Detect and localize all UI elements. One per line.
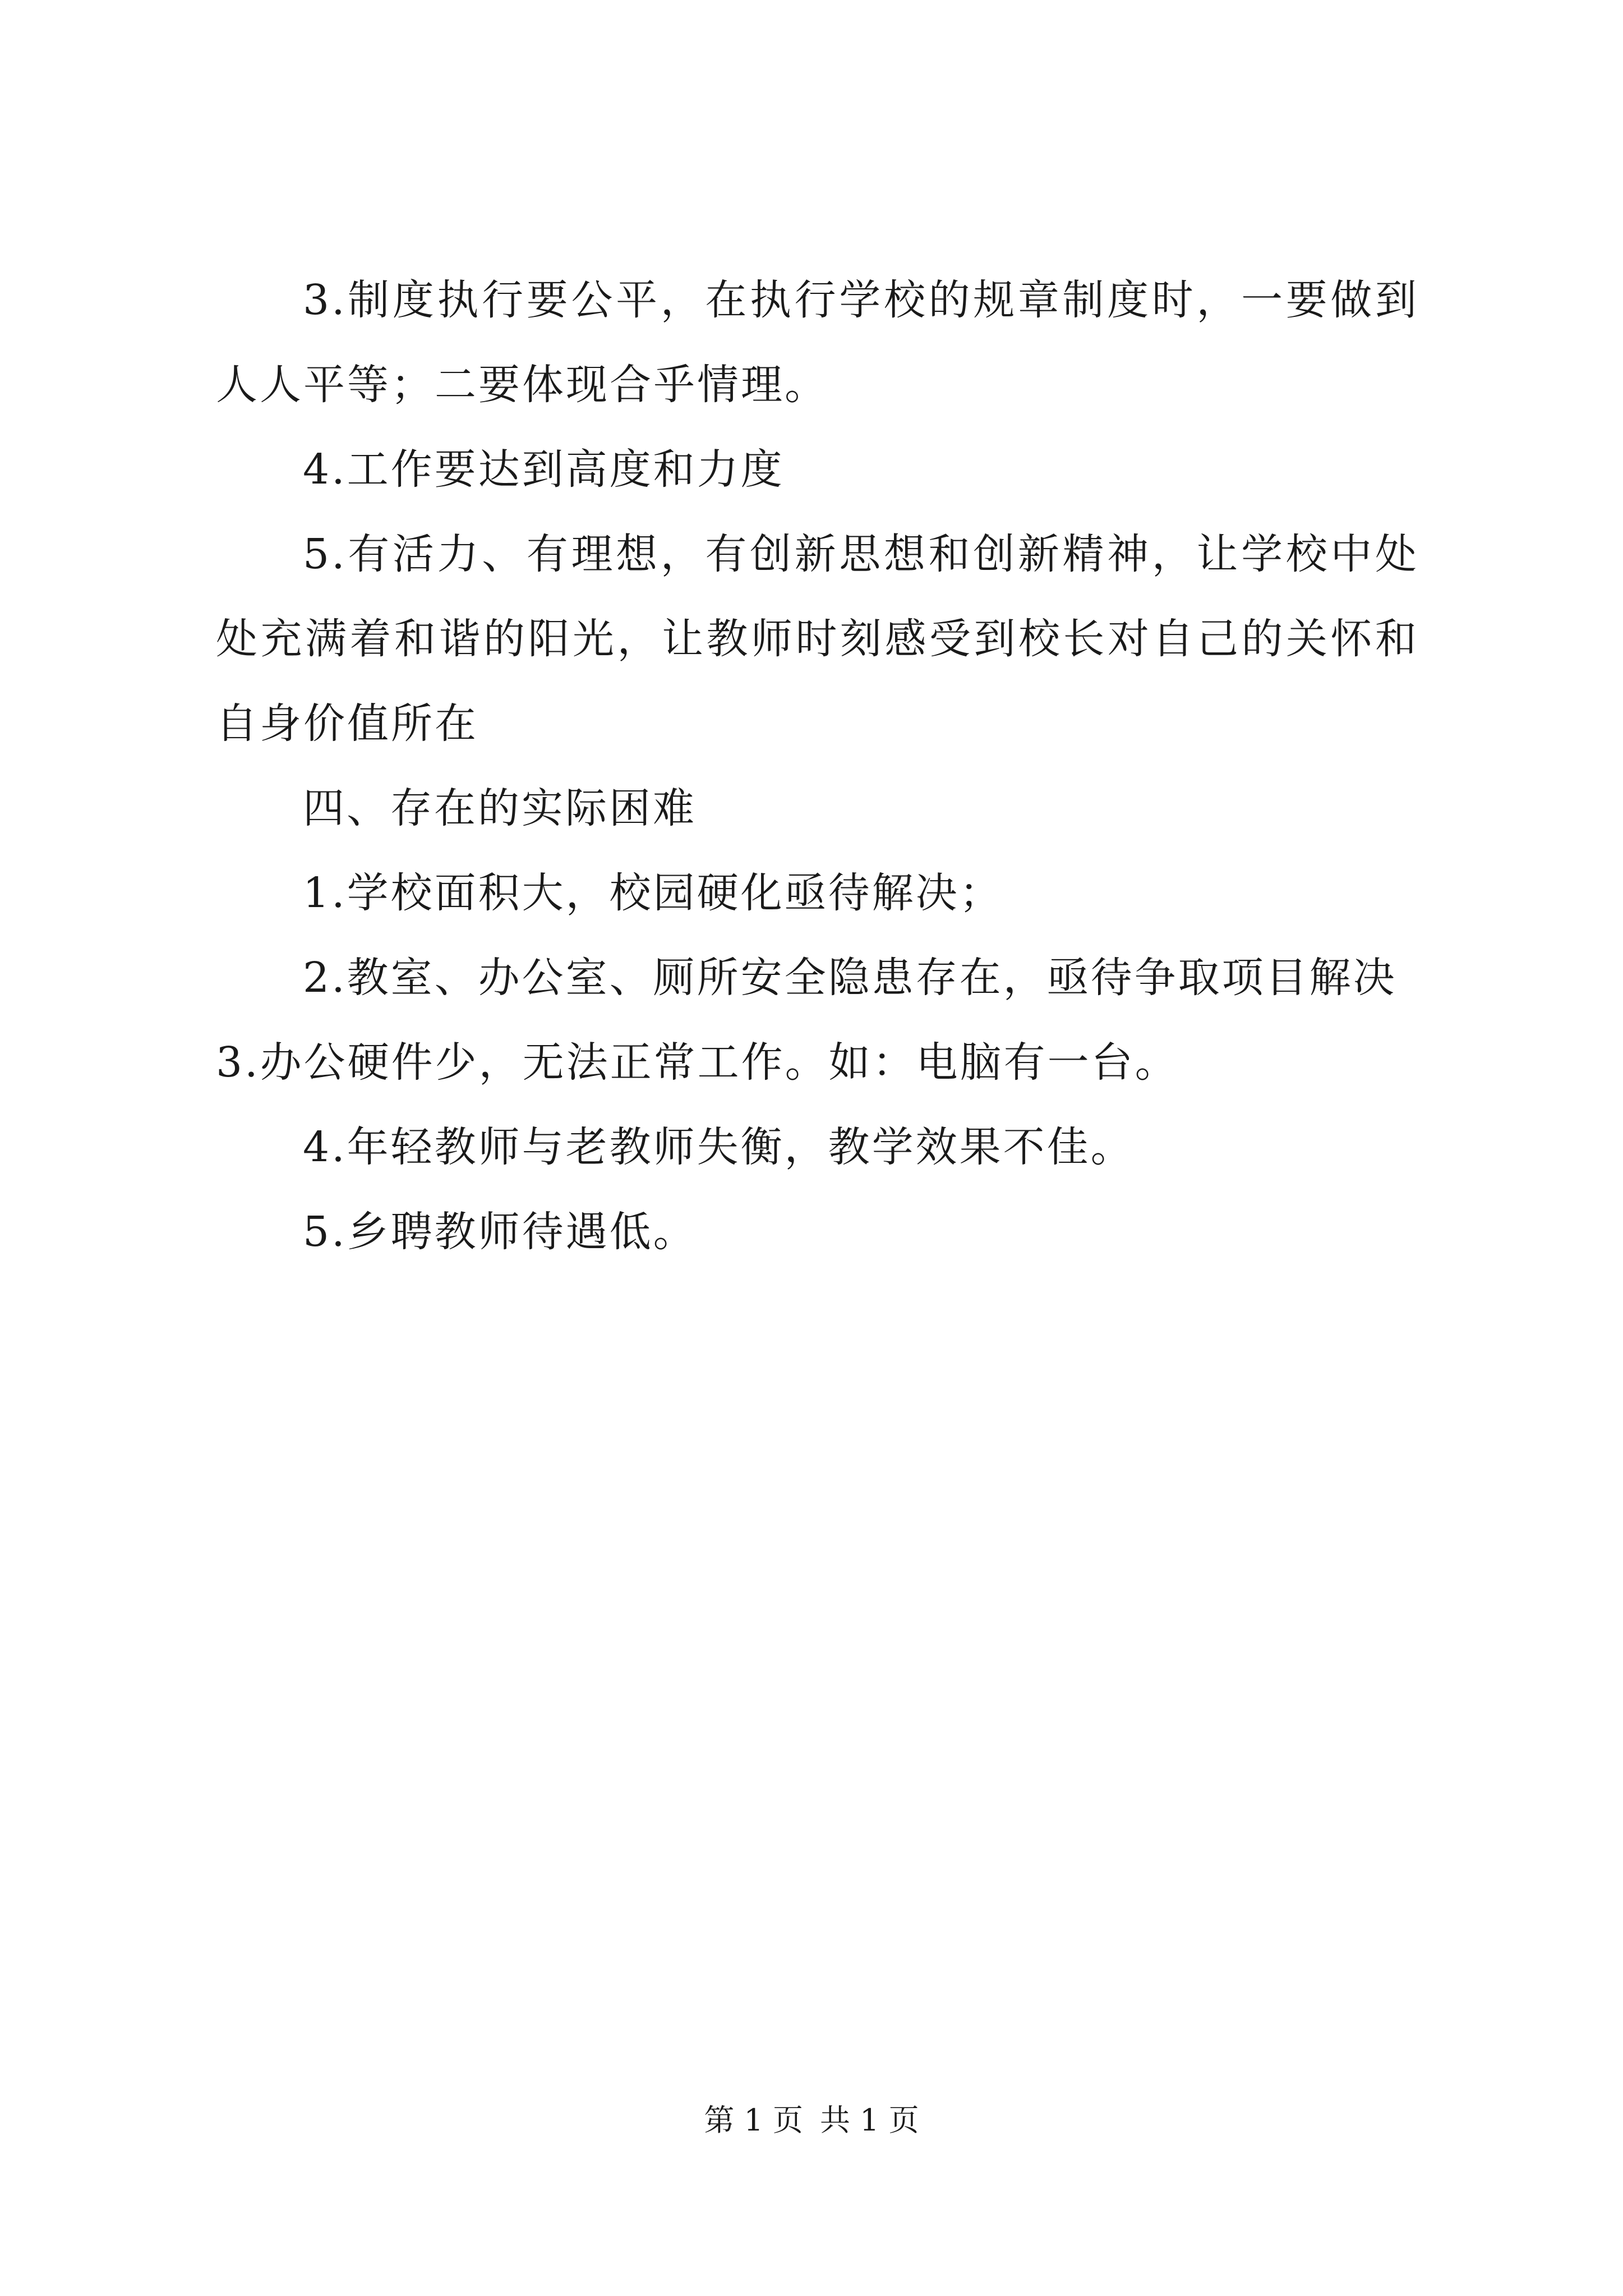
paragraph-teacher-pay: 5.乡聘教师待遇低。: [303, 1208, 697, 1256]
paragraph-work-standard: 4.工作要达到高度和力度: [303, 445, 785, 494]
paragraph-vitality: 5.有活力、有理想，有创新思想和创新精神，让学校中处处充满着和谐的阳光，让教师时刻感受到校长对自己的关怀和自身价值所在: [216, 530, 1419, 748]
paragraph-teacher-balance: 4.年轻教师与老教师失衡，教学效果不佳。: [303, 1123, 1135, 1171]
page-number-total: 共 1 页: [820, 2102, 919, 2138]
paragraph-fairness: 3.制度执行要公平，在执行学校的规章制度时，一要做到人人平等；二要体现合乎情理。: [216, 276, 1419, 409]
paragraph-campus-area: 1.学校面积大，校园硬化亟待解决；: [303, 869, 1003, 917]
page-number-current: 第 1 页: [704, 2102, 803, 2138]
paragraph-office-hardware: 3.办公硬件少，无法正常工作。如：电脑有一台。: [216, 1038, 1179, 1087]
document-body: [216, 258, 1419, 1274]
paragraph-safety-hazards: 2.教室、办公室、厕所安全隐患存在，亟待争取项目解决: [303, 954, 1397, 1002]
section-heading-difficulties: 四、存在的实际困难: [303, 784, 697, 832]
page-footer: [0, 2101, 1623, 2140]
